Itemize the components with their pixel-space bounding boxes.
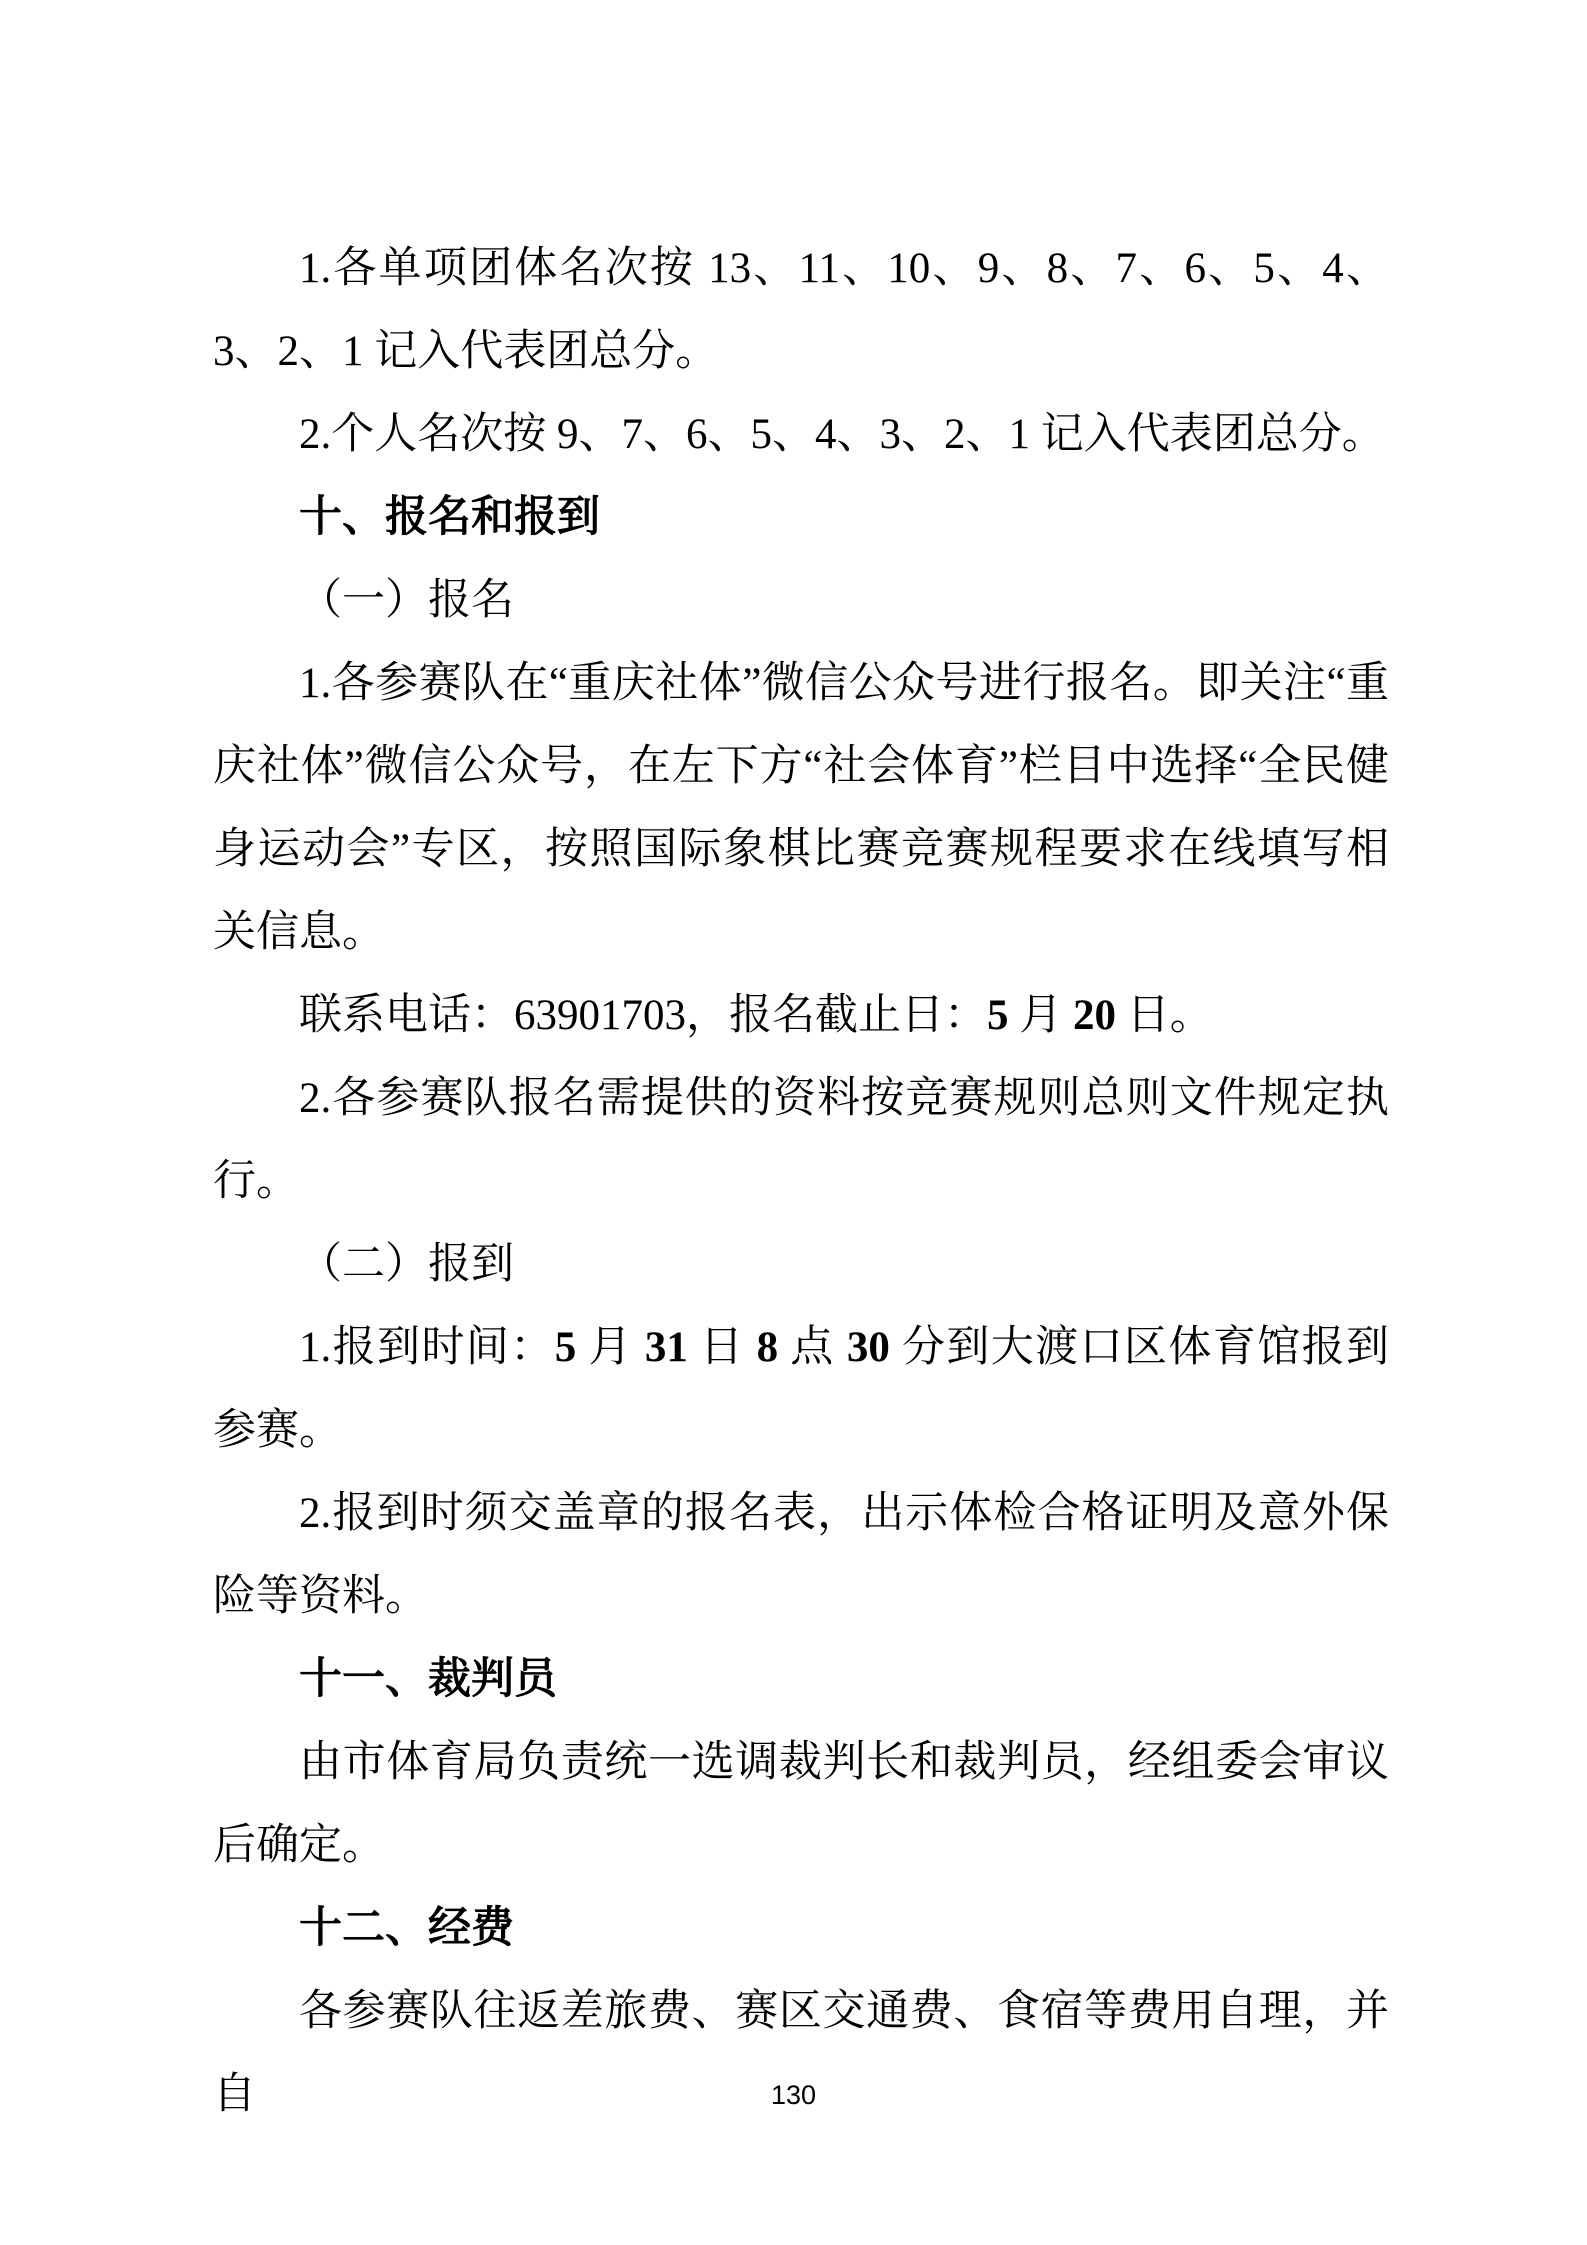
paragraph-checkin-materials: 2.报到时须交盖章的报名表，出示体检合格证明及意外保险等资料。 (213, 1490, 1389, 1620)
text-run: 点 (778, 1324, 847, 1371)
text-run: 日 (687, 1324, 757, 1371)
paragraph-registration-materials: 2.各参赛队报名需提供的资料按竞赛规则总则文件规定执行。 (213, 1075, 1389, 1205)
time-number: 8 (756, 1324, 779, 1371)
text-run: 日。 (1116, 992, 1213, 1039)
heading-referees: 十一、裁判员 (299, 1655, 557, 1703)
text-run: 分到大渡口区体育馆报到参赛。 (213, 1324, 1390, 1454)
paragraph-expenses: 各参赛队往返差旅费、赛区交通费、食宿等费用自理，并自 (213, 1988, 1389, 2118)
page-number: 130 (770, 2080, 817, 2110)
document-body (213, 227, 1389, 2136)
heading-expenses: 十二、经费 (299, 1904, 514, 1952)
paragraph-team-scoring: 1.各单项团体名次按 13、11、10、9、8、7、6、5、4、3、2、1 记入代表团总分。 (213, 245, 1389, 375)
paragraph-referees: 由市体育局负责统一选调裁判长和裁判员，经组委会审议后确定。 (213, 1739, 1389, 1869)
text-run: 月 (1008, 992, 1073, 1039)
time-number: 30 (846, 1324, 890, 1371)
date-number: 20 (1073, 992, 1116, 1039)
date-number: 31 (644, 1324, 688, 1371)
paragraph-registration-method: 1.各参赛队在“重庆社体”微信公众号进行报名。即关注“重庆社体”微信公众号，在左下方“社会体育”栏目中选择“全民健身运动会”专区，按照国际象棋比赛竞赛规程要求在线填写相关信息。 (213, 660, 1389, 956)
text-run: 1.报到时间： (299, 1324, 555, 1371)
text-run: 联系电话：63901703，报名截止日： (299, 992, 987, 1039)
date-number: 5 (987, 992, 1009, 1039)
paragraph-contact-deadline (213, 974, 1389, 1057)
paragraph-checkin-time (213, 1306, 1389, 1472)
heading-registration-and-checkin: 十、报名和报到 (299, 493, 600, 541)
paragraph-registration-subhead: （一）报名 (299, 577, 514, 624)
paragraph-individual-scoring: 2.个人名次按 9、7、6、5、4、3、2、1 记入代表团总分。 (299, 411, 1385, 458)
date-number: 5 (554, 1324, 577, 1371)
paragraph-checkin-subhead: （二）报到 (299, 1241, 514, 1288)
text-run: 月 (576, 1324, 645, 1371)
